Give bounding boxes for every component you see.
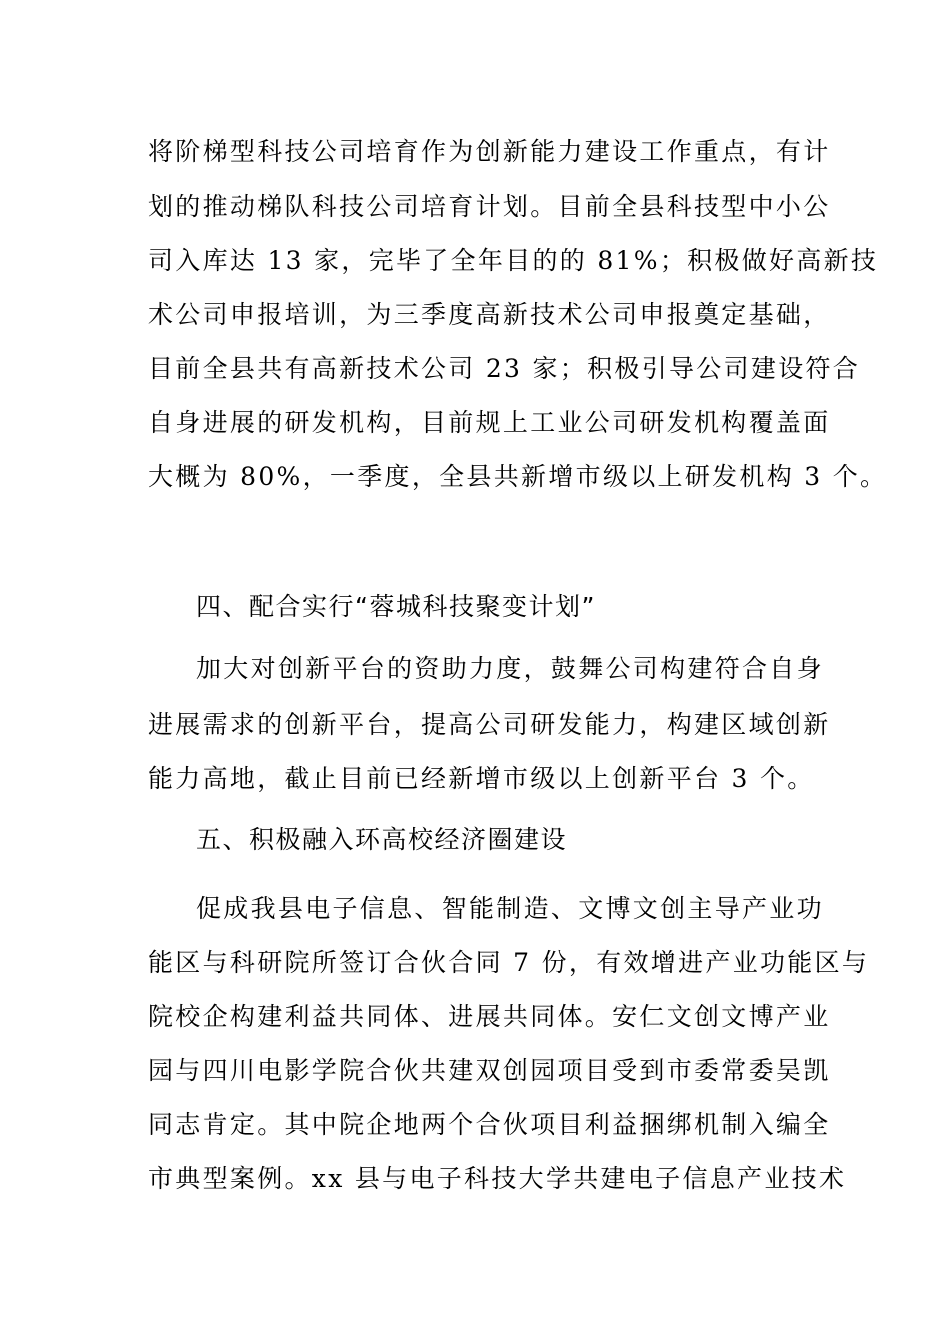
paragraph-line: 同志肯定。其中院企地两个合伙项目利益捆绑机制入编全 [148,1110,831,1139]
section-heading-4: 四、配合实行“蓉城科技聚变计划” [196,592,596,621]
paragraph-line: 院校企构建利益共同体、进展共同体。安仁文创文博产业 [148,1002,831,1031]
paragraph-line: 园与四川电影学院合伙共建双创园项目受到市委常委吴凯 [148,1056,831,1085]
paragraph-line: 市典型案例。xx 县与电子科技大学共建电子信息产业技术 [148,1164,847,1193]
paragraph-line: 加大对创新平台的资助力度，鼓舞公司构建符合自身 [196,654,824,683]
paragraph-line: 进展需求的创新平台，提高公司研发能力，构建区域创新 [148,710,831,739]
paragraph-line: 促成我县电子信息、智能制造、文博文创主导产业功 [196,894,824,923]
paragraph-line: 司入库达 13 家，完毕了全年目的的 81%；积极做好高新技 [148,246,879,275]
paragraph-line: 目前全县共有高新技术公司 23 家；积极引导公司建设符合 [148,354,861,383]
paragraph-line: 自身进展的研发机构，目前规上工业公司研发机构覆盖面 [148,408,831,437]
paragraph-line: 划的推动梯队科技公司培育计划。目前全县科技型中小公 [148,192,831,221]
paragraph-line: 术公司申报培训，为三季度高新技术公司申报奠定基础， [148,300,831,329]
section-heading-5: 五、积极融入环高校经济圈建设 [196,825,568,854]
paragraph-line: 能力高地，截止目前已经新增市级以上创新平台 3 个。 [148,764,815,793]
paragraph-line: 能区与科研院所签订合伙合同 7 份，有效增进产业功能区与 [148,948,870,977]
paragraph-line: 大概为 80%，一季度，全县共新增市级以上研发机构 3 个。 [148,462,888,491]
paragraph-line: 将阶梯型科技公司培育作为创新能力建设工作重点，有计 [148,137,831,166]
